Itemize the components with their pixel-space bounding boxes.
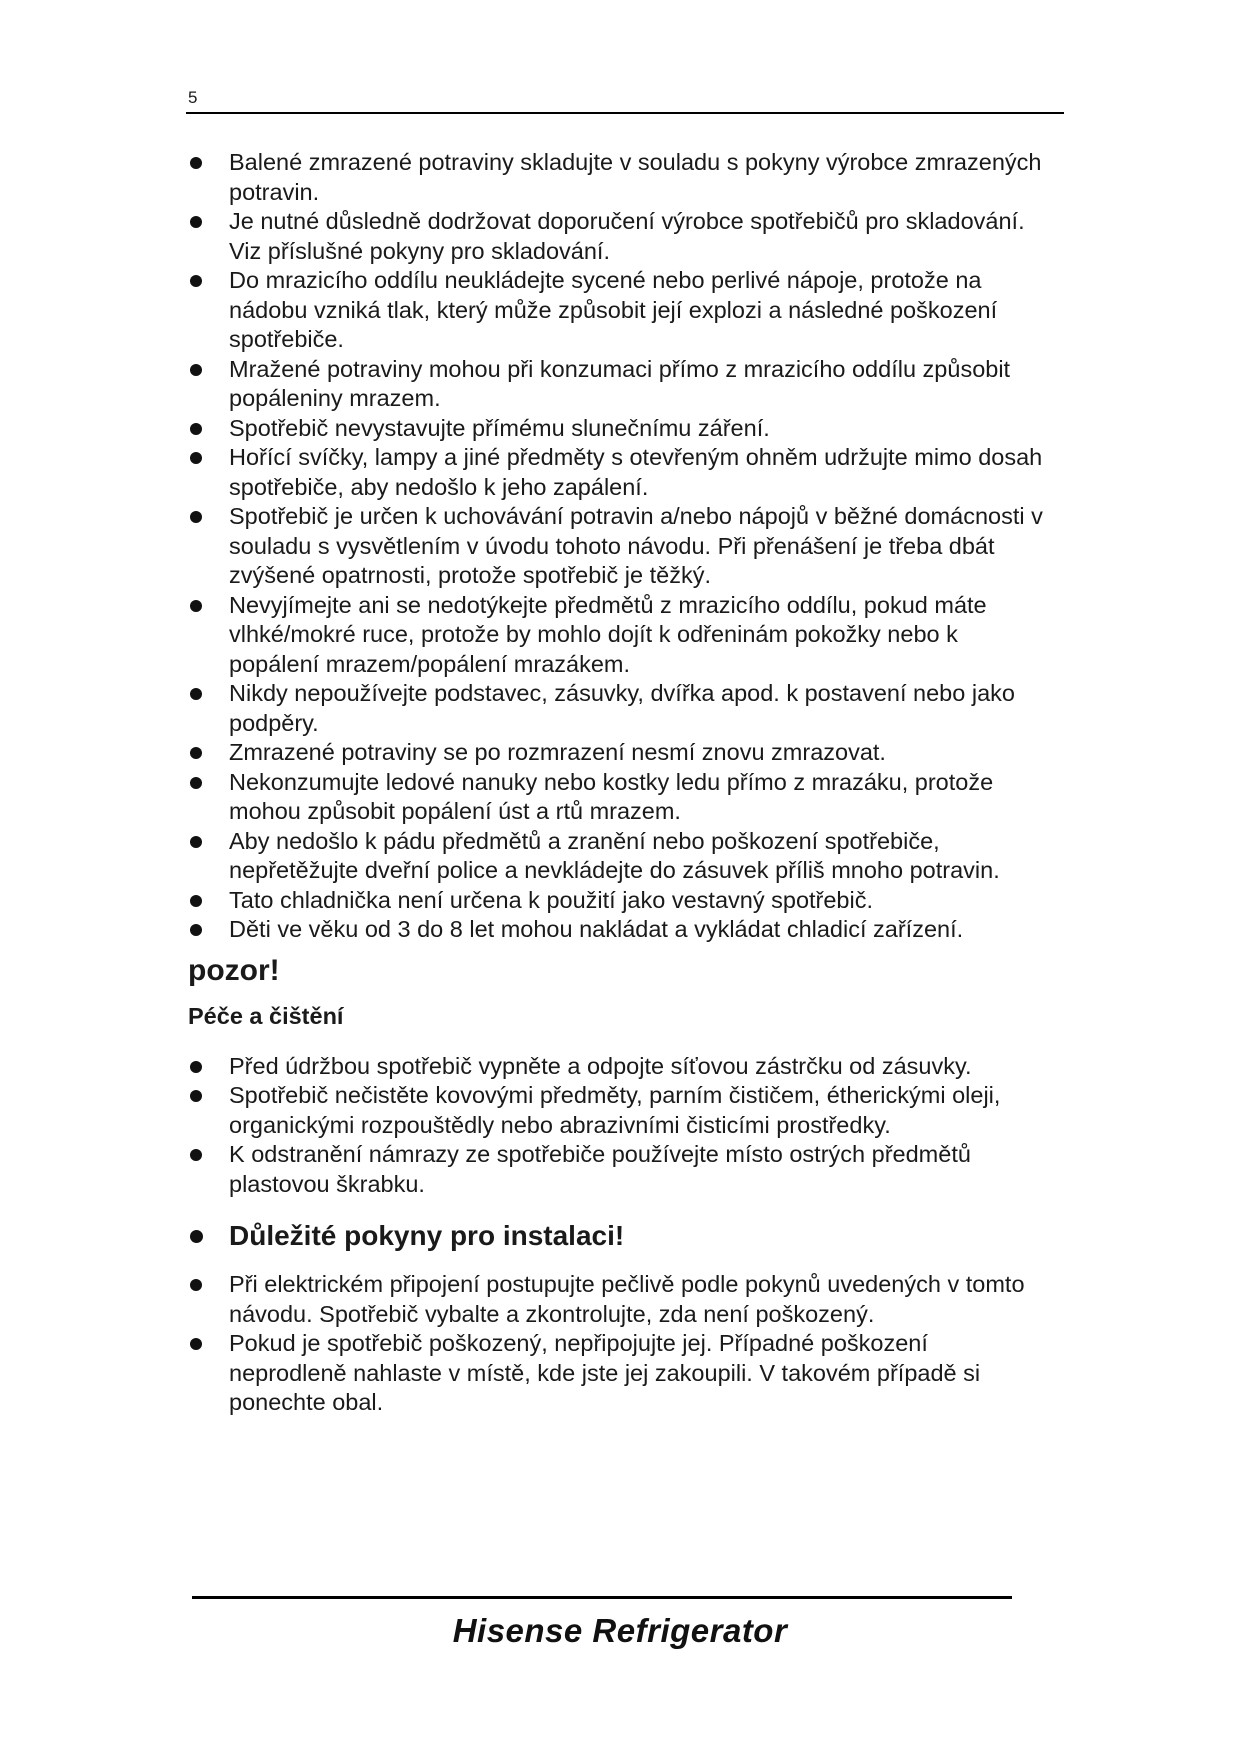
warning-heading: pozor! <box>188 953 280 987</box>
list-item: Aby nedošlo k pádu předmětů a zranění nebo poškození spotřebiče, nepřetěžujte dveřní police a nevkládejte do zásuvek příliš mnoho potravin. <box>188 827 1048 886</box>
bullet-icon <box>190 1061 202 1073</box>
list-item: Spotřebič je určen k uchovávání potravin a/nebo nápojů v běžné domácnosti v souladu s vysvětlením v úvodu tohoto návodu. Při přenášení je třeba dbát zvýšené opatrnosti, protože spotřebič je těžký. <box>188 502 1048 591</box>
bullet-icon <box>190 747 202 759</box>
list-item: Při elektrickém připojení postupujte pečlivě podle pokynů uvedených v tomto návodu. Spotřebič vybalte a zkontrolujte, zda není poškozený. <box>188 1270 1048 1329</box>
list-item: Před údržbou spotřebič vypněte a odpojte síťovou zástrčku od zásuvky. <box>188 1052 1048 1082</box>
list-item: Spotřebič nečistěte kovovými předměty, parním čističem, étherickými oleji, organickými rozpouštědly nebo abrazivními čisticími prostředky. <box>188 1081 1048 1140</box>
bullet-icon <box>190 924 202 936</box>
bullet-icon <box>190 1338 202 1350</box>
care-list <box>188 1052 1048 1200</box>
bullet-icon <box>190 1149 202 1161</box>
list-item: Spotřebič nevystavujte přímému slunečnímu záření. <box>188 414 1048 444</box>
brand-logo: Hisense Refrigerator <box>452 1612 788 1649</box>
bullet-icon <box>190 511 202 523</box>
bullet-icon <box>190 1230 203 1243</box>
bullet-icon <box>190 1090 202 1102</box>
bullet-icon <box>190 895 202 907</box>
bullet-icon <box>190 836 202 848</box>
list-item: Do mrazicího oddílu neukládejte sycené nebo perlivé nápoje, protože na nádobu vzniká tlak, který může způsobit její explozi a následné poškození spotřebiče. <box>188 266 1048 355</box>
list-item: K odstranění námrazy ze spotřebiče používejte místo ostrých předmětů plastovou škrabku. <box>188 1140 1048 1199</box>
list-item: Nikdy nepoužívejte podstavec, zásuvky, dvířka apod. k postavení nebo jako podpěry. <box>188 679 1048 738</box>
bullet-icon <box>190 157 202 169</box>
install-list <box>188 1270 1048 1418</box>
bullet-icon <box>190 688 202 700</box>
footer-rule <box>192 1596 1012 1599</box>
list-item: Zmrazené potraviny se po rozmrazení nesmí znovu zmrazovat. <box>188 738 1048 768</box>
header-rule <box>186 112 1064 114</box>
bullet-icon <box>190 275 202 287</box>
list-item: Hořící svíčky, lampy a jiné předměty s otevřeným ohněm udržujte mimo dosah spotřebiče, aby nedošlo k jeho zapálení. <box>188 443 1048 502</box>
list-item: Je nutné důsledně dodržovat doporučení výrobce spotřebičů pro skladování. Viz příslušné pokyny pro skladování. <box>188 207 1048 266</box>
install-heading: Důležité pokyny pro instalaci! <box>188 1218 1048 1254</box>
page-content <box>188 148 1048 1418</box>
bullet-icon <box>190 423 202 435</box>
list-item: Nekonzumujte ledové nanuky nebo kostky ledu přímo z mrazáku, protože mohou způsobit popálení úst a rtů mrazem. <box>188 768 1048 827</box>
list-item: Tato chladnička není určena k použití jako vestavný spotřebič. <box>188 886 1048 916</box>
list-item: Děti ve věku od 3 do 8 let mohou nakládat a vykládat chladicí zařízení. <box>188 915 1048 945</box>
list-item: Balené zmrazené potraviny skladujte v souladu s pokyny výrobce zmrazených potravin. <box>188 148 1048 207</box>
safety-list <box>188 148 1048 945</box>
bullet-icon <box>190 364 202 376</box>
bullet-icon <box>190 600 202 612</box>
list-item: Mražené potraviny mohou při konzumaci přímo z mrazicího oddílu způsobit popáleniny mrazem. <box>188 355 1048 414</box>
bullet-icon <box>190 216 202 228</box>
bullet-icon <box>190 1279 202 1291</box>
care-heading: Péče a čištění <box>188 1002 344 1029</box>
bullet-icon <box>190 777 202 789</box>
bullet-icon <box>190 452 202 464</box>
list-item: Nevyjímejte ani se nedotýkejte předmětů z mrazicího oddílu, pokud máte vlhké/mokré ruce, protože by mohlo dojít k odřeninám pokožky nebo k popálení mrazem/popálení mrazákem. <box>188 591 1048 680</box>
page-number: 5 <box>188 88 198 107</box>
list-item: Pokud je spotřebič poškozený, nepřipojujte jej. Případné poškození neprodleně nahlaste v místě, kde jste jej zakoupili. V takovém případě si ponechte obal. <box>188 1329 1048 1418</box>
